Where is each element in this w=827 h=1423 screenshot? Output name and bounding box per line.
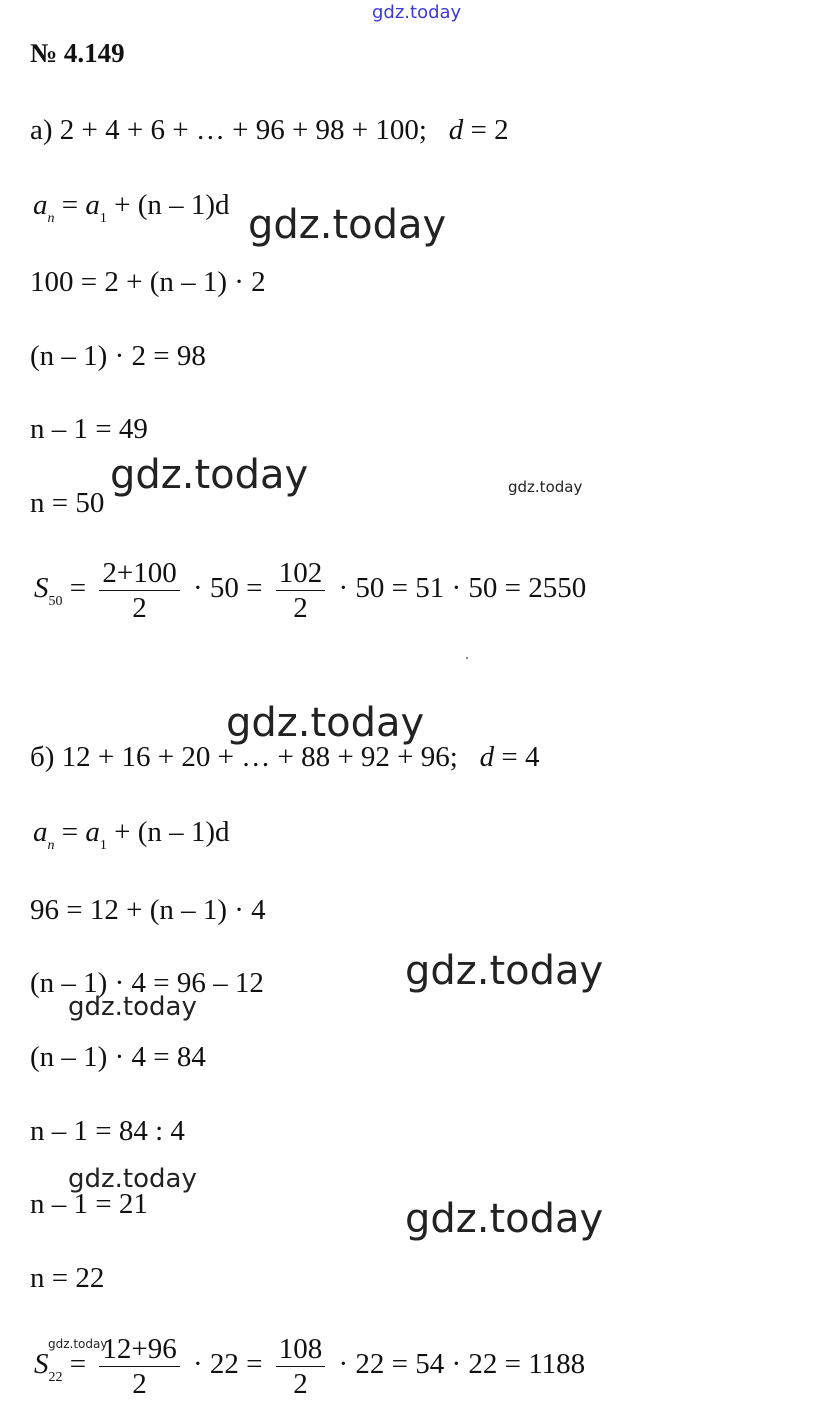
term-a: a (33, 816, 48, 848)
denominator: 2 (293, 1368, 308, 1400)
watermark: gdz.today (405, 948, 604, 994)
term-a1: a (85, 816, 100, 848)
sum-result: · 22 = 54 · 22 = 1188 (338, 1348, 586, 1381)
term-a: a (33, 189, 48, 221)
part-a-header (30, 113, 509, 147)
part-b-d-value: = 4 (494, 741, 540, 773)
formula-rest: + (n – 1)d (106, 189, 230, 221)
watermark: gdz.today (226, 700, 425, 746)
subscript-n: n (47, 838, 55, 853)
part-a-step-3: n – 1 = 49 (30, 413, 148, 445)
part-b-step-5: n – 1 = 21 (30, 1188, 148, 1220)
subscript-1: 1 (99, 211, 107, 226)
sum-symbol: S (34, 572, 49, 605)
watermark: gdz.today (68, 1164, 197, 1194)
sum-subscript: 22 (48, 1370, 63, 1386)
fraction-2 (276, 556, 326, 625)
denominator: 2 (293, 592, 308, 624)
part-a-step-2: (n – 1) · 2 = 98 (30, 340, 206, 372)
part-b-step-4: n – 1 = 84 : 4 (30, 1115, 185, 1147)
equals: = (62, 572, 87, 605)
denominator: 2 (132, 1368, 147, 1400)
watermark: gdz.today (405, 1196, 604, 1242)
part-a-step-4: n = 50 (30, 487, 105, 519)
equals: = (62, 1348, 87, 1381)
sum-symbol: S (34, 1348, 49, 1381)
part-b-header (30, 740, 539, 774)
part-b-sum (34, 1332, 585, 1401)
equals: = (54, 816, 86, 848)
part-b-series: б) 12 + 16 + 20 + … + 88 + 92 + 96; (30, 741, 458, 773)
part-b-d: d (479, 741, 495, 773)
part-b-step-3: (n – 1) · 4 = 84 (30, 1041, 206, 1073)
problem-title: № 4.149 (30, 38, 125, 68)
formula-rest: + (n – 1)d (106, 816, 230, 848)
part-a-series: а) 2 + 4 + 6 + … + 96 + 98 + 100; (30, 114, 427, 146)
term-a1: a (85, 189, 100, 221)
fraction-1 (99, 556, 179, 625)
part-a-step-1: 100 = 2 + (n – 1) · 2 (30, 266, 266, 298)
part-b-step-1: 96 = 12 + (n – 1) · 4 (30, 894, 266, 926)
numerator: 2+100 (99, 556, 179, 591)
equals: = (54, 189, 86, 221)
sum-mid: · 50 = (192, 572, 263, 605)
fraction-2 (276, 1332, 326, 1401)
watermark: gdz.today (248, 202, 447, 248)
subscript-n: n (47, 211, 55, 226)
watermark-top: gdz.today (372, 2, 462, 23)
part-a-formula (33, 188, 230, 236)
numerator: 108 (276, 1332, 326, 1367)
subscript-1: 1 (99, 838, 107, 853)
watermark: gdz.today (110, 452, 309, 498)
numerator: 12+96 (99, 1332, 179, 1367)
sum-result: · 50 = 51 · 50 = 2550 (338, 572, 587, 605)
watermark: gdz.today (48, 1337, 108, 1351)
sum-subscript: 50 (48, 594, 63, 610)
part-b-step-6: n = 22 (30, 1262, 105, 1294)
watermark: gdz.today (68, 992, 197, 1022)
fraction-1 (99, 1332, 179, 1401)
part-b-formula (33, 815, 230, 863)
sum-mid: · 22 = (192, 1348, 263, 1381)
numerator: 102 (276, 556, 326, 591)
denominator: 2 (132, 592, 147, 624)
part-a-sum (34, 556, 586, 625)
speck (466, 657, 468, 659)
part-b-step-2: (n – 1) · 4 = 96 – 12 (30, 967, 264, 999)
watermark: gdz.today (508, 478, 583, 496)
part-a-d-value: = 2 (463, 114, 509, 146)
part-a-d: d (448, 114, 464, 146)
